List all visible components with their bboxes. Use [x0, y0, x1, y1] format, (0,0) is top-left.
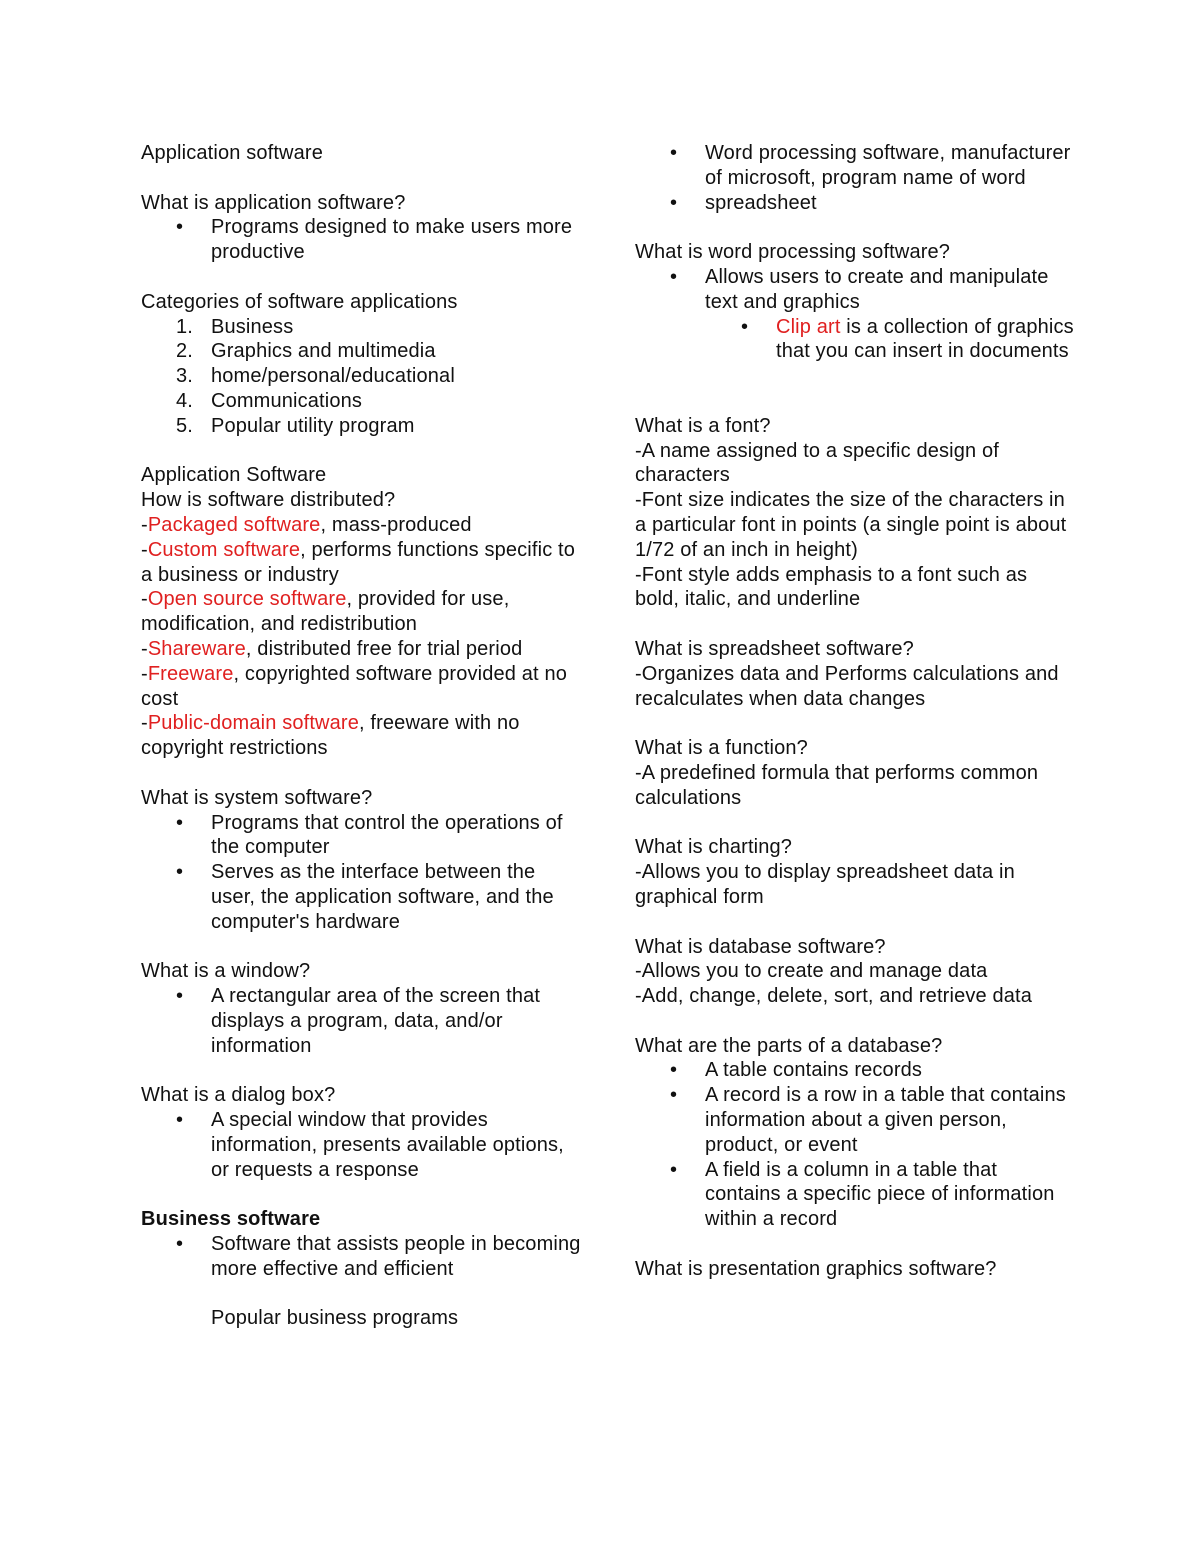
- item-number: 5.: [176, 414, 193, 437]
- term-highlight: Public-domain software: [147, 712, 359, 735]
- term-description: , performs functions specific to a business or industry: [141, 538, 576, 586]
- term-description: is a collection of graphics that you can insert in documents: [776, 315, 1074, 363]
- term-highlight: Shareware: [147, 637, 246, 660]
- font-line: -Font style adds emphasis to a font such as bold, italic, and underline: [635, 563, 1028, 611]
- bullet-item: [141, 215, 581, 265]
- term-highlight: Freeware: [147, 662, 234, 685]
- term-highlight: Clip art: [776, 315, 841, 338]
- distribution-item: [141, 711, 581, 761]
- question-word-processing: What is word processing software?: [635, 241, 951, 264]
- bullet-item: [635, 191, 1075, 216]
- popular-business-programs: Popular business programs: [211, 1307, 459, 1330]
- bullet-item: [141, 811, 581, 861]
- dash: -: [141, 712, 148, 735]
- sub-bullet-item: [635, 315, 1075, 365]
- bullet-text: A field is a column in a table that contains a specific piece of information within a record: [705, 1158, 1055, 1231]
- bullet-text: Word processing software, manufacturer of microsoft, program name of word: [705, 142, 1071, 189]
- question-database: What is database software?: [635, 935, 886, 958]
- left-column: [141, 141, 581, 1331]
- distribution-item: [141, 637, 581, 662]
- bullet-icon: •: [670, 1158, 678, 1181]
- bullet-icon: •: [741, 315, 749, 338]
- bullet-icon: •: [176, 985, 184, 1008]
- bullet-text: A rectangular area of the screen that displays a program, data, and/or information: [211, 985, 541, 1057]
- question-font: What is a font?: [635, 414, 771, 437]
- document-title: Application software: [141, 142, 323, 164]
- item-text: Popular utility program: [211, 414, 415, 437]
- question-system-software: What is system software?: [141, 786, 373, 809]
- item-text: home/personal/educational: [211, 365, 455, 388]
- question-charting: What is charting?: [635, 836, 793, 859]
- bullet-item: [635, 1058, 1075, 1083]
- bullet-item: [141, 984, 581, 1058]
- term-highlight: Custom software: [147, 538, 301, 561]
- dash: -: [141, 588, 148, 611]
- font-line: -Font size indicates the size of the characters in a particular font in points (a single point is about 1/72 of an inch in height): [635, 489, 1067, 561]
- dash: -: [141, 513, 148, 536]
- numbered-item: [141, 339, 581, 364]
- charting-line: -Allows you to display spreadsheet data in graphical form: [635, 861, 1015, 908]
- question-function: What is a function?: [635, 737, 808, 760]
- font-line: -A name assigned to a specific design of characters: [635, 439, 999, 487]
- term-description: , distributed free for trial period: [245, 637, 523, 660]
- term-description: , copyrighted software provided at no cost: [141, 662, 568, 710]
- bullet-icon: •: [670, 1084, 678, 1107]
- question-database-parts: What are the parts of a database?: [635, 1034, 943, 1057]
- numbered-item: [141, 414, 581, 439]
- item-text: Business: [211, 315, 294, 338]
- bullet-text: Programs designed to make users more productive: [211, 216, 573, 264]
- distribution-item: [141, 662, 581, 712]
- bullet-text: A special window that provides information, presents available options, or requests a response: [211, 1109, 564, 1181]
- question-presentation-graphics: What is presentation graphics software?: [635, 1257, 997, 1280]
- bullet-icon: •: [176, 1109, 184, 1132]
- function-line: -A predefined formula that performs common calculations: [635, 761, 1039, 809]
- bullet-item: [141, 1232, 581, 1282]
- bullet-item: [635, 265, 1075, 315]
- item-number: 1.: [176, 315, 193, 338]
- distribution-item: [141, 513, 581, 538]
- categories-heading: Categories of software applications: [141, 290, 458, 313]
- bullet-icon: •: [176, 811, 184, 834]
- item-text: Graphics and multimedia: [211, 340, 436, 363]
- bullet-icon: •: [176, 216, 184, 239]
- bullet-text: Allows users to create and manipulate text and graphics: [705, 265, 1049, 313]
- bullet-icon: •: [176, 861, 184, 884]
- distribution-item: [141, 587, 581, 637]
- bullet-text: A record is a row in a table that contains information about a given person, product, or event: [705, 1084, 1066, 1156]
- database-line: -Allows you to create and manage data: [635, 960, 988, 983]
- bullet-text: spreadsheet: [705, 191, 817, 214]
- database-line: -Add, change, delete, sort, and retrieve data: [635, 985, 1032, 1008]
- distribution-heading: Application Software: [141, 464, 327, 487]
- item-number: 3.: [176, 365, 193, 388]
- numbered-item: [141, 315, 581, 340]
- bullet-item: [635, 1083, 1075, 1157]
- question-window: What is a window?: [141, 960, 311, 983]
- item-number: 4.: [176, 389, 193, 412]
- dash: -: [141, 637, 148, 660]
- bullet-item: [141, 1108, 581, 1182]
- distribution-item: [141, 538, 581, 588]
- item-text: Communications: [211, 389, 363, 412]
- business-software-heading: Business software: [141, 1208, 321, 1231]
- spreadsheet-line: -Organizes data and Performs calculations and recalculates when data changes: [635, 662, 1059, 710]
- term-highlight: Packaged software: [147, 513, 321, 536]
- bullet-icon: •: [670, 142, 678, 164]
- dash: -: [141, 538, 148, 561]
- bullet-icon: •: [670, 1059, 678, 1082]
- distribution-question: How is software distributed?: [141, 489, 396, 512]
- question-spreadsheet: What is spreadsheet software?: [635, 637, 914, 660]
- dash: -: [141, 662, 148, 685]
- term-description: , provided for use, modification, and redistribution: [141, 588, 510, 636]
- bullet-item: [141, 860, 581, 934]
- numbered-item: [141, 364, 581, 389]
- right-column: [635, 141, 1075, 1282]
- bullet-text: A table contains records: [705, 1059, 923, 1082]
- term-description: , mass-produced: [320, 513, 472, 536]
- bullet-icon: •: [670, 191, 678, 214]
- bullet-text: Serves as the interface between the user, the application software, and the computer's hardware: [211, 861, 554, 933]
- bullet-text: Programs that control the operations of the computer: [211, 811, 563, 859]
- term-description: , freeware with no copyright restrictions: [141, 712, 520, 760]
- term-highlight: Open source software: [147, 588, 347, 611]
- question-dialog-box: What is a dialog box?: [141, 1084, 336, 1107]
- numbered-item: [141, 389, 581, 414]
- bullet-icon: •: [176, 1233, 184, 1256]
- bullet-item: [635, 141, 1075, 191]
- bullet-icon: •: [670, 265, 678, 288]
- bullet-item: [635, 1158, 1075, 1232]
- question-application-software: What is application software?: [141, 191, 406, 214]
- bullet-text: Software that assists people in becoming more effective and efficient: [211, 1233, 581, 1280]
- item-number: 2.: [176, 340, 193, 363]
